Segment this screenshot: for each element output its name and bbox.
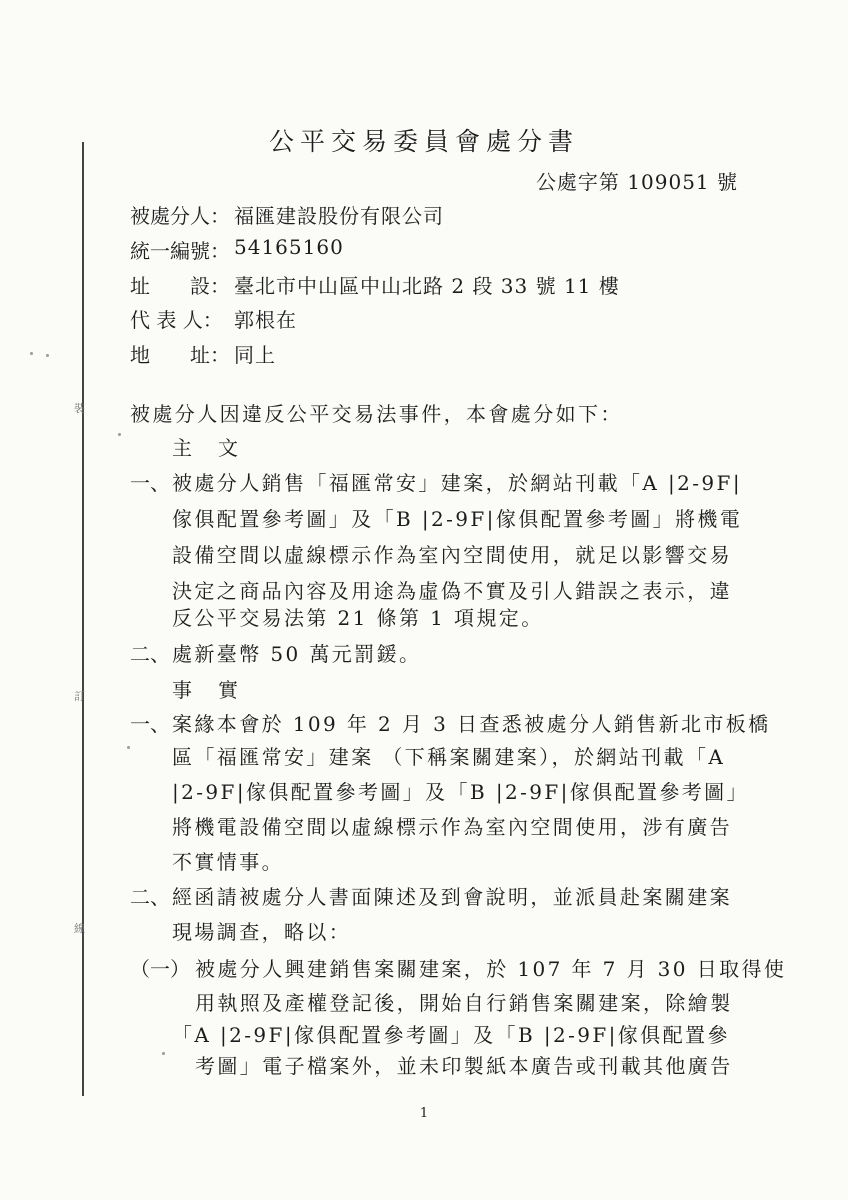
facts-subitem-line: 被處分人興建銷售案關建案，於 107 年 7 月 30 日取得使 [195, 957, 787, 981]
scan-speck [118, 433, 121, 436]
main-item-line: 反公平交易法第 21 條第 1 項規定。 [172, 606, 544, 630]
facts-subitem-line: 「A |2-9F|傢俱配置參考圖」及「B |2-9F|傢俱配置參 [172, 1023, 730, 1047]
header-label-respondent: 被處分人： [130, 204, 230, 228]
main-item-line: 傢俱配置參考圖」及「B |2-9F|傢俱配置參考圖」將機電 [172, 507, 743, 531]
facts-item-line: 區「福匯常安」建案 （下稱案關建案），於網站刊載「A [172, 745, 726, 769]
facts-item-line: |2-9F|傢俱配置參考圖」及「B |2-9F|傢俱配置參考圖」 [172, 780, 749, 804]
main-item-line: 決定之商品內容及用途為虛偽不實及引人錯誤之表示，違 [172, 579, 732, 603]
main-item-line: 被處分人銷售「福匯常安」建案，於網站刊載「A |2-9F| [172, 471, 742, 495]
margin-mark-line: 線 [74, 922, 85, 935]
facts-item-number: 一、 [130, 712, 170, 736]
margin-mark-bind: 裝 [74, 402, 85, 415]
header-label-tax-id: 統一編號： [130, 239, 230, 263]
header-label-representative: 代 表 人： [130, 308, 223, 332]
facts-item-line: 將機電設備空間以虛線標示作為室內空間使用，涉有廣告 [172, 815, 732, 839]
main-item-number: 一、 [130, 471, 170, 495]
main-item-line: 設備空間以虛線標示作為室內空間使用，就足以影響交易 [172, 543, 732, 567]
header-value-respondent: 福匯建設股份有限公司 [234, 204, 444, 228]
facts-item-line: 案緣本會於 109 年 2 月 3 日查悉被處分人銷售新北市板橋 [172, 712, 771, 736]
facts-subitem-line: 考圖」電子檔案外，並未印製紙本廣告或刊載其他廣告 [195, 1054, 733, 1078]
facts-subitem-number: （一） [130, 957, 190, 981]
facts-item-line: 經函請被處分人書面陳述及到會說明，並派員赴案關建案 [172, 885, 732, 909]
header-value-registered-address: 臺北市中山區中山北路 2 段 33 號 11 樓 [234, 274, 620, 298]
header-value-address: 同上 [234, 343, 276, 367]
binding-line [82, 142, 84, 1096]
scan-speck [30, 352, 33, 355]
facts-subitem-line: 用執照及產權登記後，開始自行銷售案關建案，除繪製 [195, 991, 733, 1015]
facts-item-line: 不實情事。 [172, 850, 284, 874]
facts-item-number: 二、 [130, 885, 170, 909]
main-heading: 主文 [172, 436, 264, 460]
facts-heading: 事實 [172, 678, 264, 702]
facts-item-line: 現場調查，略以： [172, 920, 352, 944]
scan-speck [127, 746, 130, 749]
main-item-number: 二、 [130, 642, 170, 666]
scan-speck [162, 1052, 165, 1055]
header-value-representative: 郭根在 [234, 308, 297, 332]
intro-text: 被處分人因違反公平交易法事件，本會處分如下： [130, 402, 623, 426]
header-value-tax-id: 54165160 [234, 235, 344, 259]
main-item-line: 處新臺幣 50 萬元罰鍰。 [172, 642, 422, 666]
document-number: 公處字第 109051 號 [535, 170, 738, 194]
scan-speck [46, 354, 49, 357]
document-title: 公平交易委員會處分書 [268, 127, 579, 156]
header-label-registered-address: 址 設： [130, 274, 230, 298]
page-number: 1 [419, 1106, 429, 1121]
header-label-address: 地 址： [130, 343, 230, 367]
margin-mark-staple: 訂 [74, 690, 85, 703]
